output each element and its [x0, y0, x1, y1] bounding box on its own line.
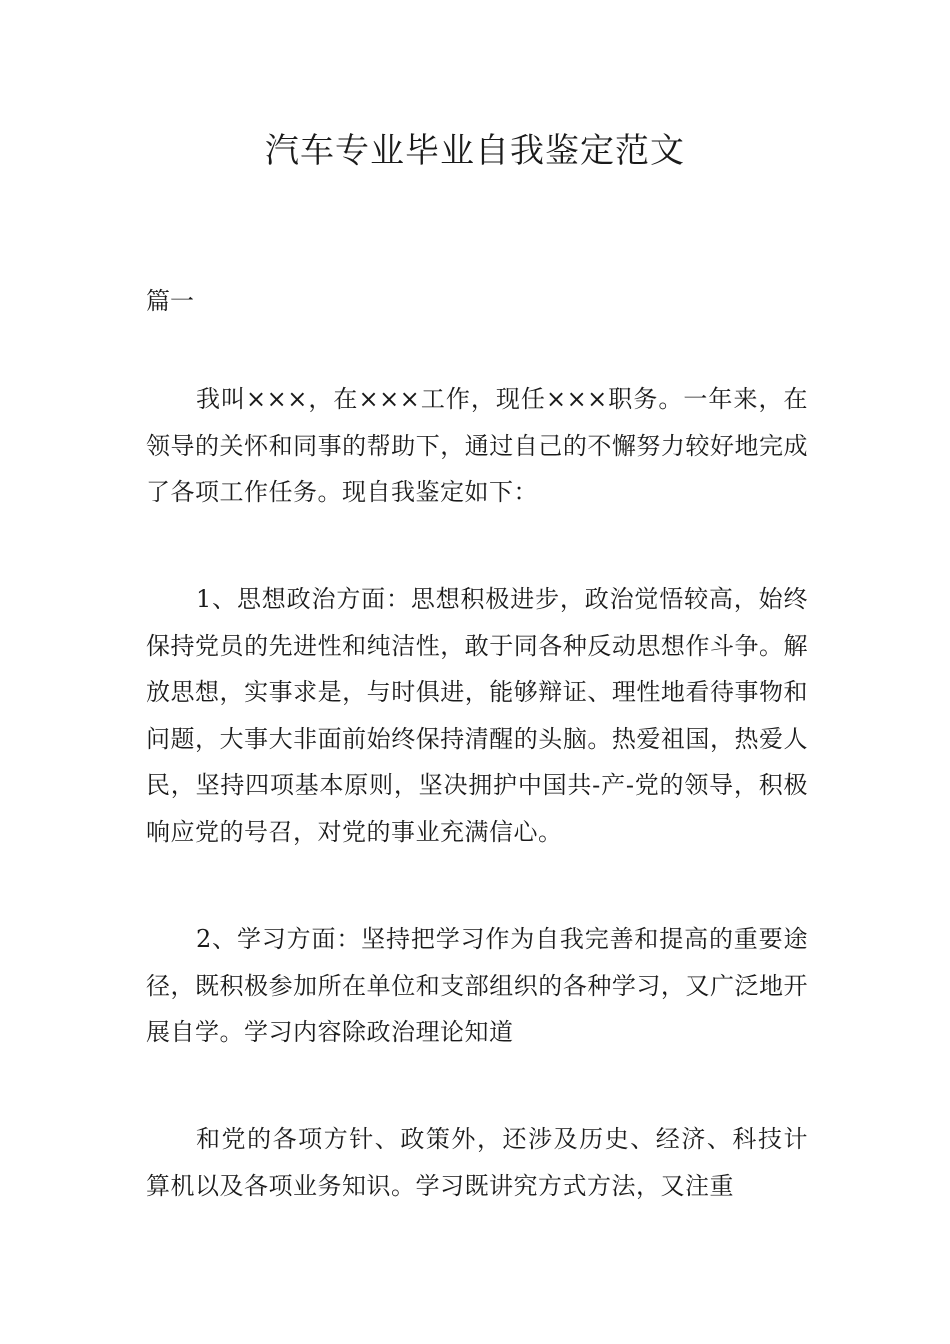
paragraph-study-continued: 和党的各项方针、政策外，还涉及历史、经济、科技计算机以及各项业务知识。学习既讲究方式方法，又注重	[146, 1125, 808, 1200]
document-title: 汽车专业毕业自我鉴定范文	[265, 131, 685, 171]
section-label: 篇一	[146, 287, 194, 315]
paragraph-study: 2、学习方面：坚持把学习作为自我完善和提高的重要途径，既积极参加所在单位和支部组织的各种学习，又广泛地开展自学。学习内容除政治理论知道	[146, 925, 808, 1046]
paragraph-intro: 我叫×××，在×××工作，现任×××职务。一年来，在领导的关怀和同事的帮助下，通过自己的不懈努力较好地完成了各项工作任务。现自我鉴定如下：	[146, 385, 808, 506]
paragraph-political: 1、思想政治方面：思想积极进步，政治觉悟较高，始终保持党员的先进性和纯洁性，敢于同各种反动思想作斗争。解放思想，实事求是，与时俱进，能够辩证、理性地看待事物和问题，大事大非面前始终保持清醒的头脑。热爱祖国，热爱人民，坚持四项基本原则，坚决拥护中国共-产-党的领导，积极响应党的号召，对党的事业充满信心。	[146, 585, 808, 846]
